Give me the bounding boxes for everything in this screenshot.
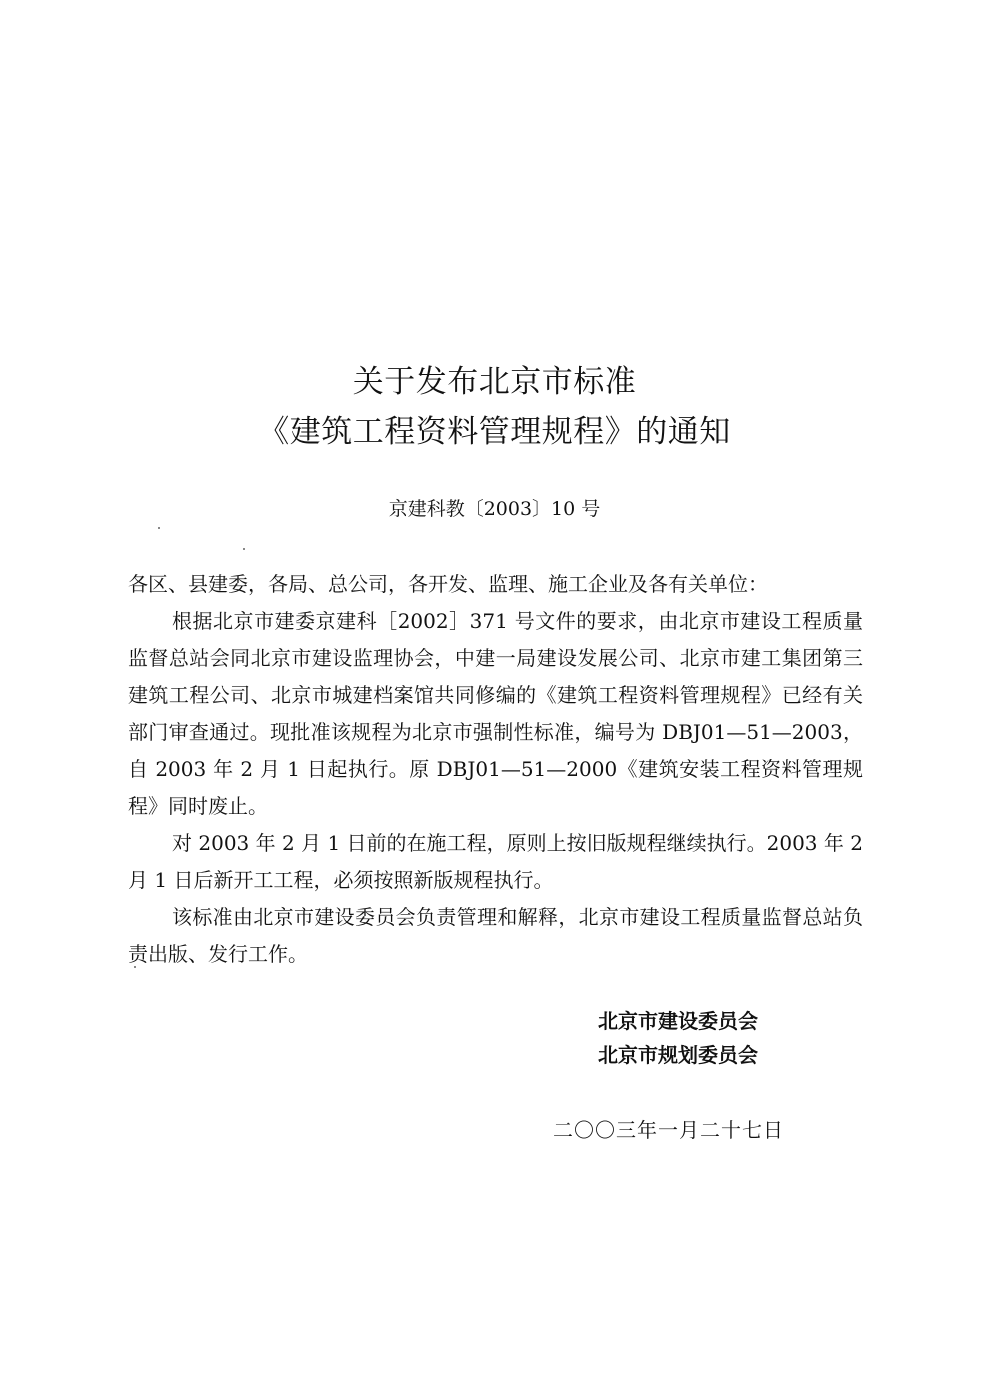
signer-construction-committee: 北京市建设委员会: [598, 1009, 758, 1033]
issue-date: 二〇〇三年一月二十七日: [553, 1118, 784, 1142]
title-line-2: 《建筑工程资料管理规程》的通知: [258, 414, 731, 450]
signatory-block: [598, 1004, 758, 1072]
paragraph-3: 该标准由北京市建设委员会负责管理和解释，北京市建设工程质量监督总站负责出版、发行工作。: [128, 905, 863, 966]
paragraph-2: 对 2003 年 2 月 1 日前的在施工程，原则上按旧版规程继续执行。2003 年 2 月 1 日后新开工工程，必须按照新版规程执行。: [128, 831, 863, 892]
document-number: 京建科教〔2003〕10 号: [388, 498, 601, 520]
title-line-1: 关于发布北京市标准: [352, 364, 637, 400]
scan-speck: [134, 966, 136, 968]
paragraph-1: 根据北京市建委京建科［2002］371 号文件的要求，由北京市建设工程质量监督总站会同北京市建设监理协会，中建一局建设发展公司、北京市建工集团第三建筑工程公司、北京市城建档案馆共同修编的《建筑工程资料管理规程》已经有关部门审查通过。现批准该规程为北京市强制性标准，编号为 DBJ01—51—2003，自 2003 年 2 月 1 日起执行。原 DBJ01—51—2000《建筑安装工程资料管理规程》同时废止。: [128, 609, 863, 818]
scan-speck: [243, 548, 245, 550]
addressee-line: 各区、县建委，各局、总公司，各开发、监理、施工企业及各有关单位：: [128, 572, 768, 596]
notice-body: [128, 566, 863, 973]
scan-speck: [158, 527, 160, 529]
signer-planning-committee: 北京市规划委员会: [598, 1043, 758, 1067]
